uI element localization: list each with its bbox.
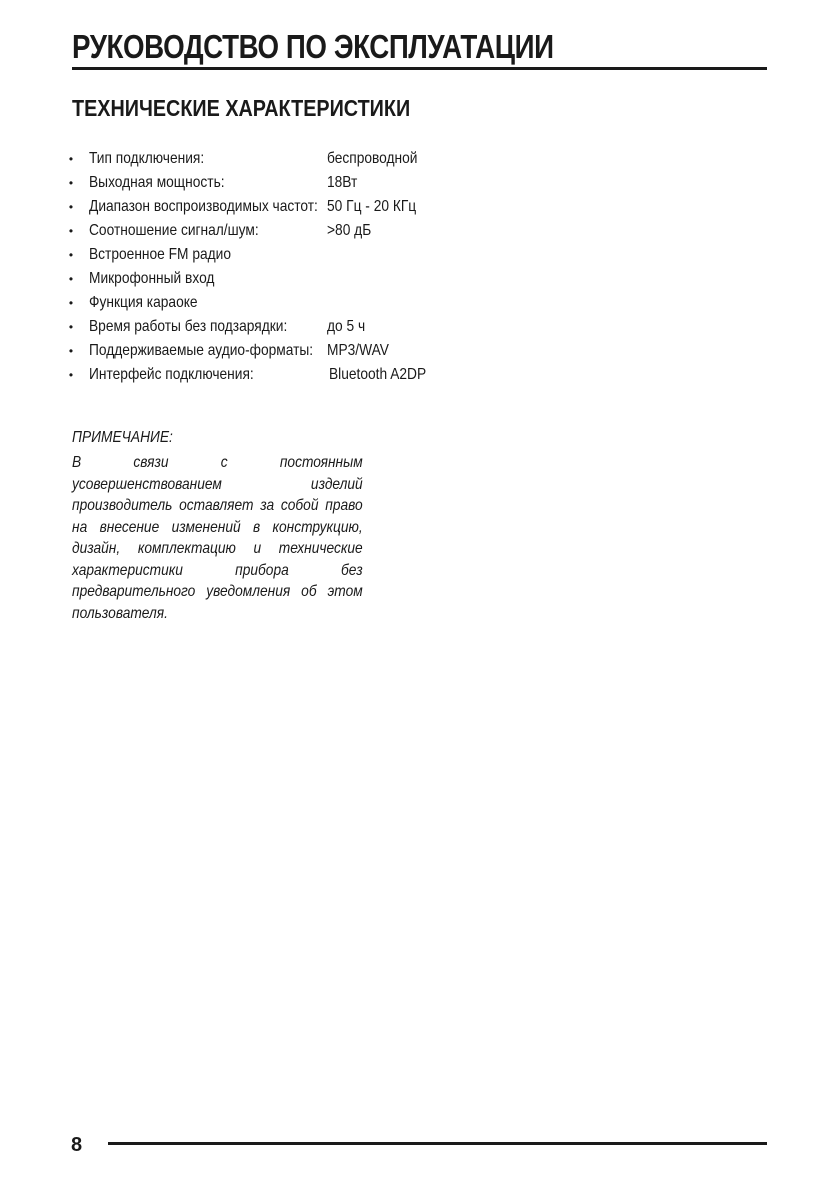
spec-value: 18Вт	[327, 174, 358, 191]
title-divider	[72, 67, 767, 70]
bullet-icon: •	[68, 320, 74, 334]
bullet-icon: •	[68, 224, 74, 238]
spec-label: Диапазон воспроизводимых частот:	[89, 198, 318, 215]
section-heading: ТЕХНИЧЕСКИЕ ХАРАКТЕРИСТИКИ	[72, 95, 411, 121]
spec-label: Выходная мощность:	[89, 174, 225, 191]
bullet-icon: •	[68, 200, 74, 214]
spec-label: Соотношение сигнал/шум:	[89, 222, 259, 239]
spec-label: Микрофонный вход	[89, 270, 215, 287]
spec-value: Bluetooth A2DP	[329, 366, 427, 383]
note-heading: ПРИМЕЧАНИЕ:	[72, 429, 173, 446]
spec-label: Поддерживаемые аудио-форматы:	[89, 342, 314, 359]
spec-value: до 5 ч	[327, 318, 366, 335]
page-title: РУКОВОДСТВО ПО ЭКСПЛУАТАЦИИ	[72, 28, 554, 65]
footer-divider	[108, 1142, 767, 1145]
bullet-icon: •	[68, 176, 74, 190]
spec-value: >80 дБ	[327, 222, 372, 239]
spec-label: Функция караоке	[89, 294, 198, 311]
spec-value: беспроводной	[327, 150, 418, 167]
bullet-icon: •	[68, 272, 74, 286]
spec-label: Время работы без подзарядки:	[89, 318, 288, 335]
spec-label: Интерфейс подключения:	[89, 366, 254, 383]
bullet-icon: •	[68, 248, 74, 262]
spec-label: Тип подключения:	[89, 150, 205, 167]
bullet-icon: •	[68, 296, 74, 310]
bullet-icon: •	[68, 344, 74, 358]
bullet-icon: •	[68, 368, 74, 382]
bullet-icon: •	[68, 152, 74, 166]
spec-value: 50 Гц - 20 КГц	[327, 198, 417, 215]
spec-label: Встроенное FM радио	[89, 246, 232, 263]
page-number: 8	[71, 1134, 83, 1156]
spec-value: MP3/WAV	[327, 342, 389, 359]
note-body: В связи с постоянным усовершенствованием изделий производитель оставляет за собой право на внесение изменений в конструкцию, дизайн, комплектацию и технические характеристики прибора без предварительного уведомления об этом пользователя.	[72, 454, 363, 622]
